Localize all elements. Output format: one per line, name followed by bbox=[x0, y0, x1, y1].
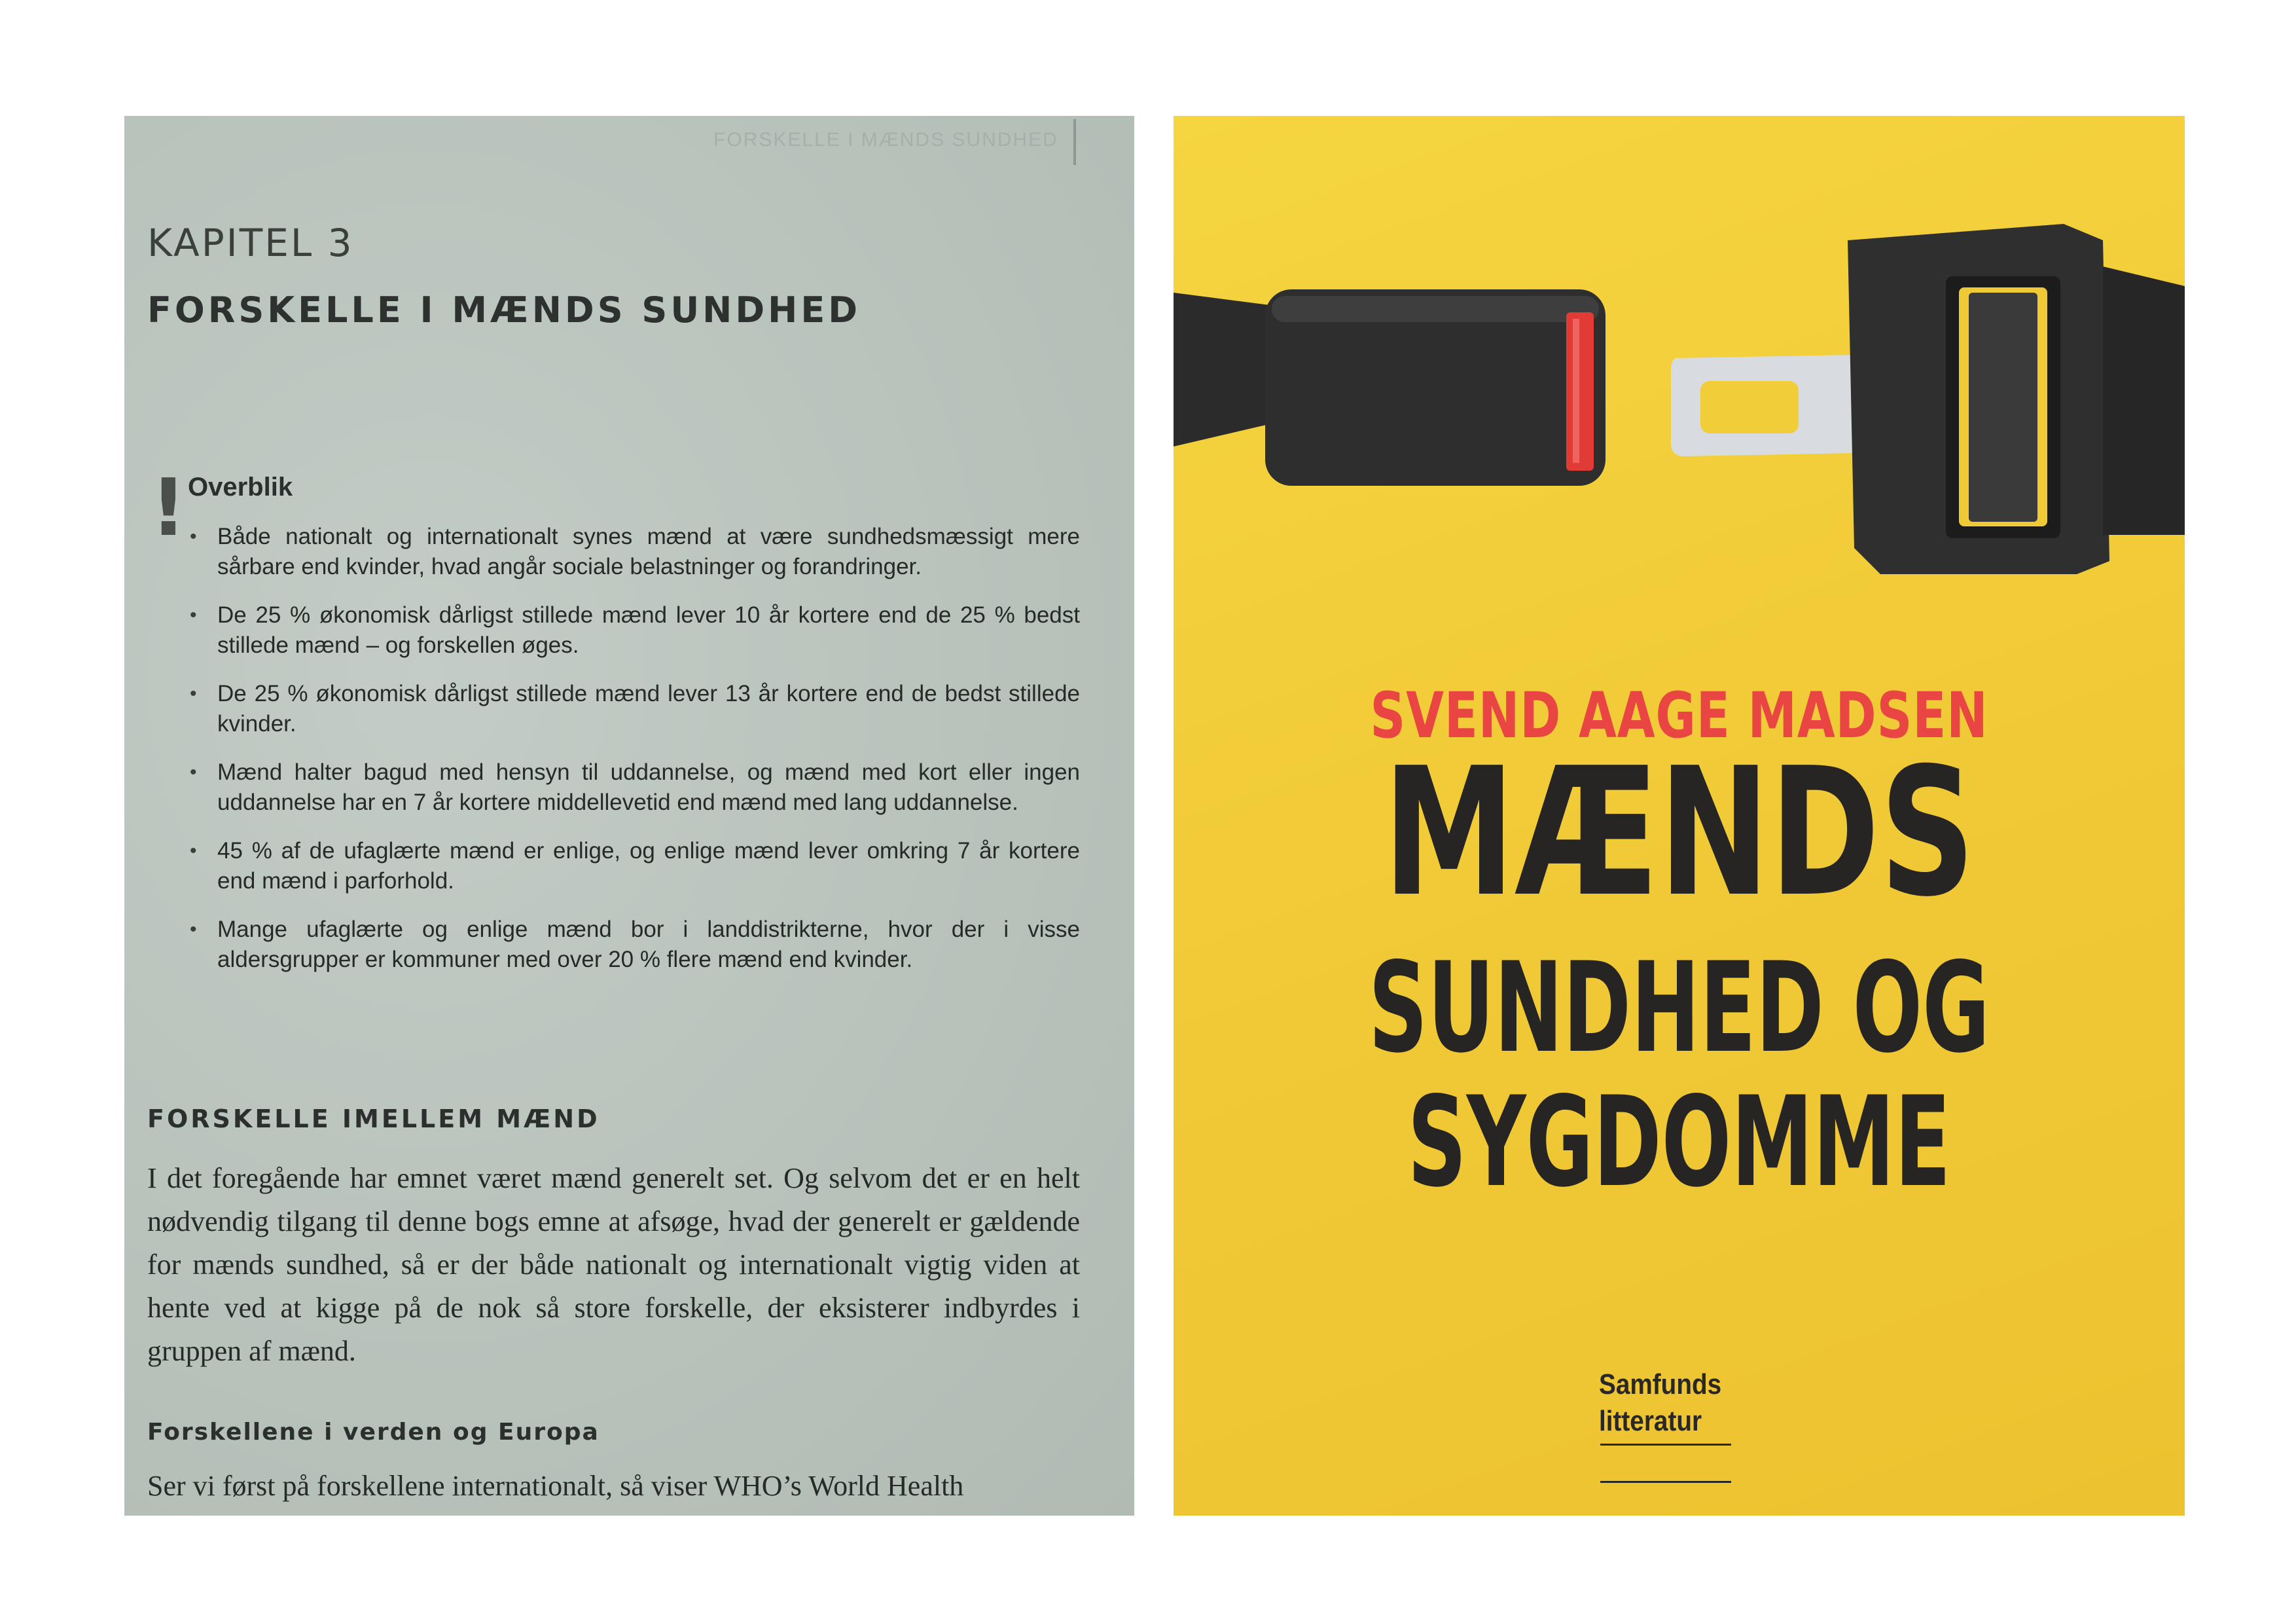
cover-title-line: SYGDOMME bbox=[1407, 1070, 1951, 1214]
overview-bullet: • De 25 % økonomisk dårligst stillede mænd lever 13 år kortere end de bedst stillede kvinder. bbox=[190, 679, 1080, 739]
cover-author: SVEND AAGE MADSEN bbox=[1370, 679, 1988, 752]
publisher-line: Samfunds bbox=[1599, 1368, 1722, 1400]
overview-bullet: • Mange ufaglærte og enlige mænd bor i landdistrikterne, hvor der i visse aldersgrupper er kommuner med over 20 % flere mænd end kvinder. bbox=[190, 915, 1080, 975]
subsection-body: Ser vi først på forskellene internationalt, så viser WHO’s World Health bbox=[147, 1470, 964, 1502]
publisher-line: litteratur bbox=[1599, 1405, 1702, 1437]
buckle-tongue-icon bbox=[1671, 224, 2185, 574]
overview-bullet: • Både nationalt og internationalt synes mænd at være sundhedsmæssigt mere sårbare end kvinder, hvad angår sociale belastninger og forandringer. bbox=[190, 522, 1080, 582]
overview-bullet: • Mænd halter bagud med hensyn til uddannelse, og mænd med kort eller ingen uddannelse har en 7 år kortere middellevetid end mænd med lang uddannelse. bbox=[190, 757, 1080, 818]
exclamation-icon: ! bbox=[151, 463, 187, 554]
cover-title-line: SUNDHED OG bbox=[1368, 936, 1990, 1080]
book-page bbox=[124, 116, 1134, 1516]
subsection-title: Forskellene i verden og Europa bbox=[147, 1419, 600, 1446]
section-body: I det foregående har emnet været mænd generelt set. Og selvom det er en helt nødvendig tilgang til denne bogs emne at afsøge, hvad der generelt er gældende for mænds sundhed, så er der både nationalt og internationalt vigtig viden at hente ved at kigge på de nok så store forskelle, der eksisterer indbyrdes i gruppen af mænd. bbox=[147, 1162, 1080, 1367]
overview-title: Overblik bbox=[188, 473, 293, 501]
overview-bullet: • De 25 % økonomisk dårligst stillede mænd lever 10 år kortere end de 25 % bedst stillede mænd – og forskellen øges. bbox=[190, 600, 1080, 661]
running-head: FORSKELLE I MÆNDS SUNDHED bbox=[713, 129, 1058, 151]
book-cover bbox=[1174, 116, 2185, 1516]
publisher-rule bbox=[1600, 1481, 1731, 1483]
running-head-rule bbox=[1073, 119, 1076, 165]
buckle-left-icon bbox=[1174, 289, 1605, 486]
chapter-title: FORSKELLE I MÆNDS SUNDHED bbox=[147, 289, 861, 331]
section-title: FORSKELLE IMELLEM MÆND bbox=[147, 1104, 600, 1133]
overview-bullet: • 45 % af de ufaglærte mænd er enlige, og enlige mænd lever omkring 7 år kortere end mænd i parforhold. bbox=[190, 836, 1080, 896]
cover-title-main: MÆNDS bbox=[1383, 729, 1975, 936]
publisher-logo bbox=[1599, 1366, 1743, 1440]
cover-title-sub bbox=[1346, 936, 2013, 1214]
chapter-label: KAPITEL 3 bbox=[147, 221, 354, 265]
publisher-rule bbox=[1600, 1444, 1731, 1446]
overview-bullet-list bbox=[190, 522, 1080, 993]
